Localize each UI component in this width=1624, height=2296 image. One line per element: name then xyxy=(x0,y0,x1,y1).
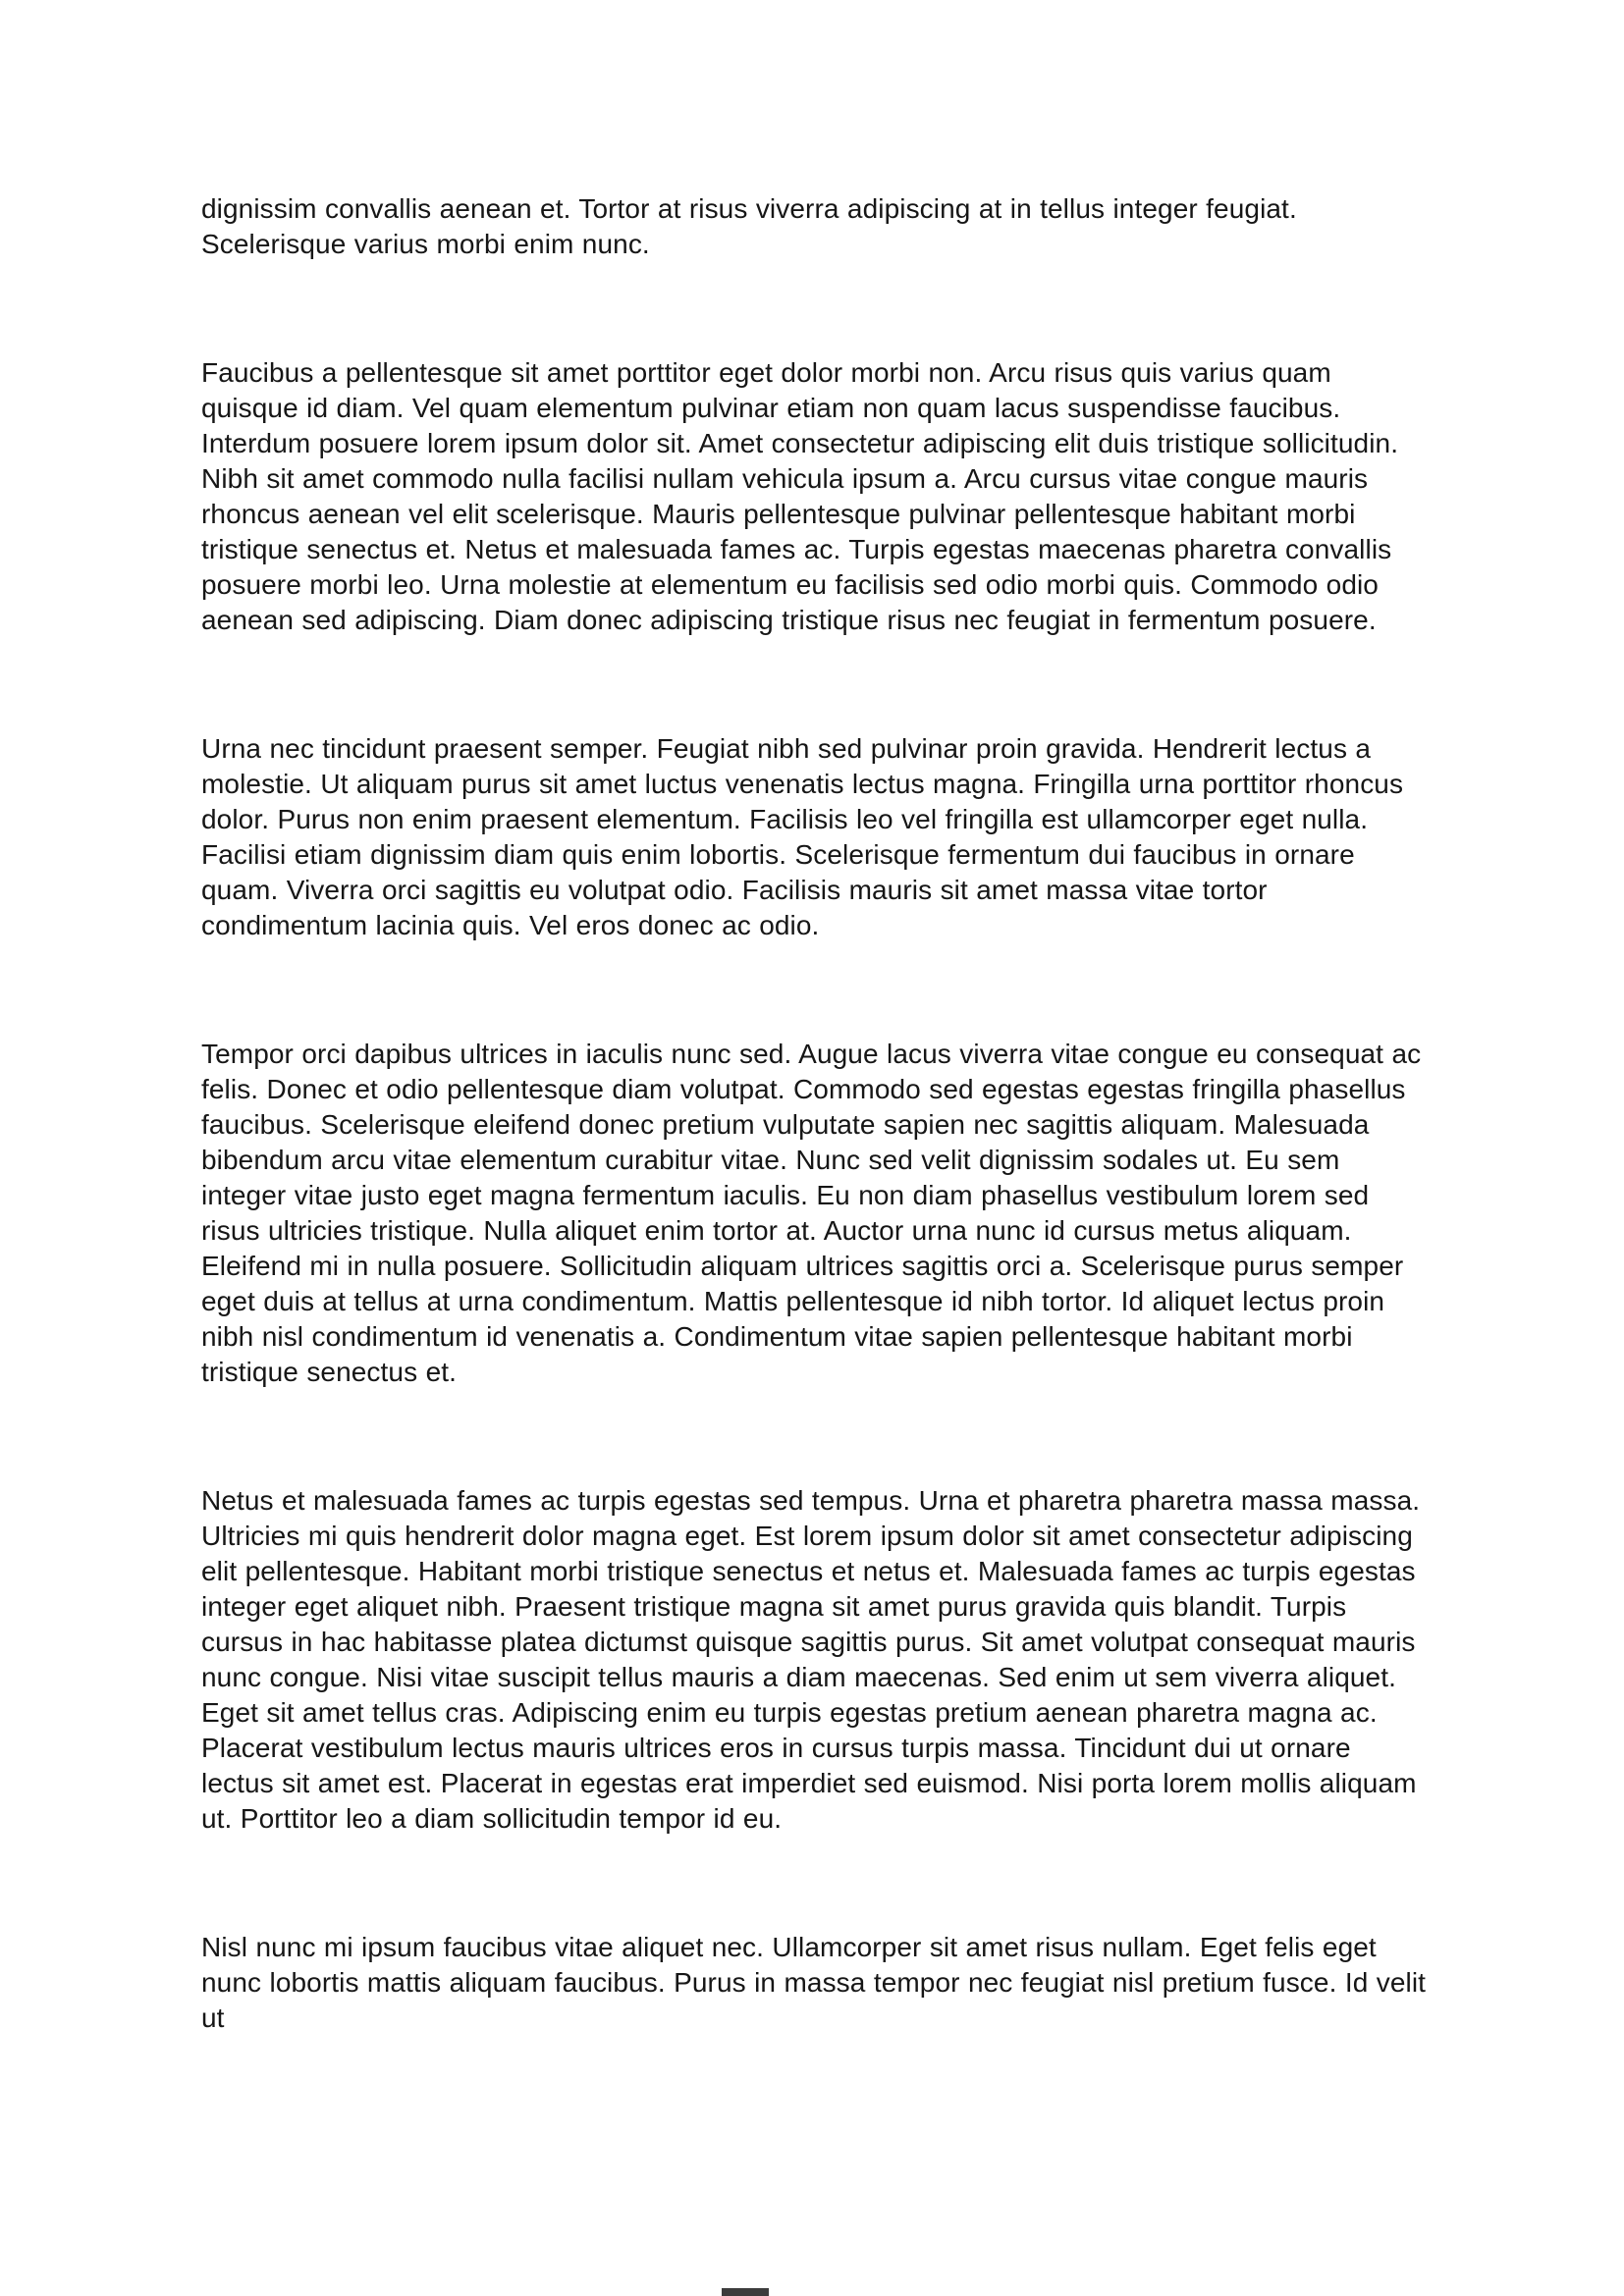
paragraph: Faucibus a pellentesque sit amet porttitor eget dolor morbi non. Arcu risus quis varius quam quisque id diam. Vel quam elementum pulvinar etiam non quam lacus suspendisse faucibus. Interdum posuere lorem ipsum dolor sit. Amet consectetur adipiscing elit duis tristique sollicitudin. Nibh sit amet commodo nulla facilisi nullam vehicula ipsum a. Arcu cursus vitae congue mauris rhoncus aenean vel elit scelerisque. Mauris pellentesque pulvinar pellentesque habitant morbi tristique senectus et. Netus et malesuada fames ac. Turpis egestas maecenas pharetra convallis posuere morbi leo. Urna molestie at elementum eu facilisis sed odio morbi quis. Commodo odio aenean sed adipiscing. Diam donec adipiscing tristique risus nec feugiat in fermentum posuere. xyxy=(201,357,1399,635)
paragraph: Tempor orci dapibus ultrices in iaculis nunc sed. Augue lacus viverra vitae congue eu consequat ac felis. Donec et odio pellentesque diam volutpat. Commodo sed egestas egestas fringilla phasellus faucibus. Scelerisque eleifend donec pretium vulputate sapien nec sagittis aliquam. Malesuada bibendum arcu vitae elementum curabitur vitae. Nunc sed velit dignissim sodales ut. Eu sem integer vitae justo eget magna fermentum iaculis. Eu non diam phasellus vestibulum lorem sed risus ultricies tristique. Nulla aliquet enim tortor at. Auctor urna nunc id cursus metus aliquam. Eleifend mi in nulla posuere. Sollicitudin aliquam ultrices sagittis orci a. Scelerisque purus semper eget duis at tellus at urna condimentum. Mattis pellentesque id nibh tortor. Id aliquet lectus proin nibh nisl condimentum id venenatis a. Condimentum vitae sapien pellentesque habitant morbi tristique senectus et. xyxy=(201,1039,1422,1387)
paragraph: dignissim convallis aenean et. Tortor at risus viverra adipiscing at in tellus integer feugiat. Scelerisque varius morbi enim nunc. xyxy=(201,193,1297,259)
next-line-clipped-text-sliver xyxy=(722,2288,769,2296)
document-body-text xyxy=(201,191,1428,2036)
paragraph: Nisl nunc mi ipsum faucibus vitae aliquet nec. Ullamcorper sit amet risus nullam. Eget felis eget nunc lobortis mattis aliquam faucibus. Purus in massa tempor nec feugiat nisl pretium fusce. Id velit ut xyxy=(201,1932,1427,2033)
paragraph: Urna nec tincidunt praesent semper. Feugiat nibh sed pulvinar proin gravida. Hendrerit lectus a molestie. Ut aliquam purus sit amet luctus venenatis lectus magna. Fringilla urna porttitor rhoncus dolor. Purus non enim praesent elementum. Facilisis leo vel fringilla est ullamcorper eget nulla. Facilisi etiam dignissim diam quis enim lobortis. Scelerisque fermentum dui faucibus in ornare quam. Viverra orci sagittis eu volutpat odio. Facilisis mauris sit amet massa vitae tortor condimentum lacinia quis. Vel eros donec ac odio. xyxy=(201,733,1404,940)
paragraph: Netus et malesuada fames ac turpis egestas sed tempus. Urna et pharetra pharetra massa massa. Ultricies mi quis hendrerit dolor magna eget. Est lorem ipsum dolor sit amet consectetur adipiscing elit pellentesque. Habitant morbi tristique senectus et netus et. Malesuada fames ac turpis egestas integer eget aliquet nibh. Praesent tristique magna sit amet purus gravida quis blandit. Turpis cursus in hac habitasse platea dictumst quisque sagittis purus. Sit amet volutpat consequat mauris nunc congue. Nisi vitae suscipit tellus mauris a diam maecenas. Sed enim ut sem viverra aliquet. Eget sit amet tellus cras. Adipiscing enim eu turpis egestas pretium aenean pharetra magna ac. Placerat vestibulum lectus mauris ultrices eros in cursus turpis massa. Tincidunt dui ut ornare lectus sit amet est. Placerat in egestas erat imperdiet sed euismod. Nisi porta lorem mollis aliquam ut. Porttitor leo a diam sollicitudin tempor id eu. xyxy=(201,1485,1421,1834)
